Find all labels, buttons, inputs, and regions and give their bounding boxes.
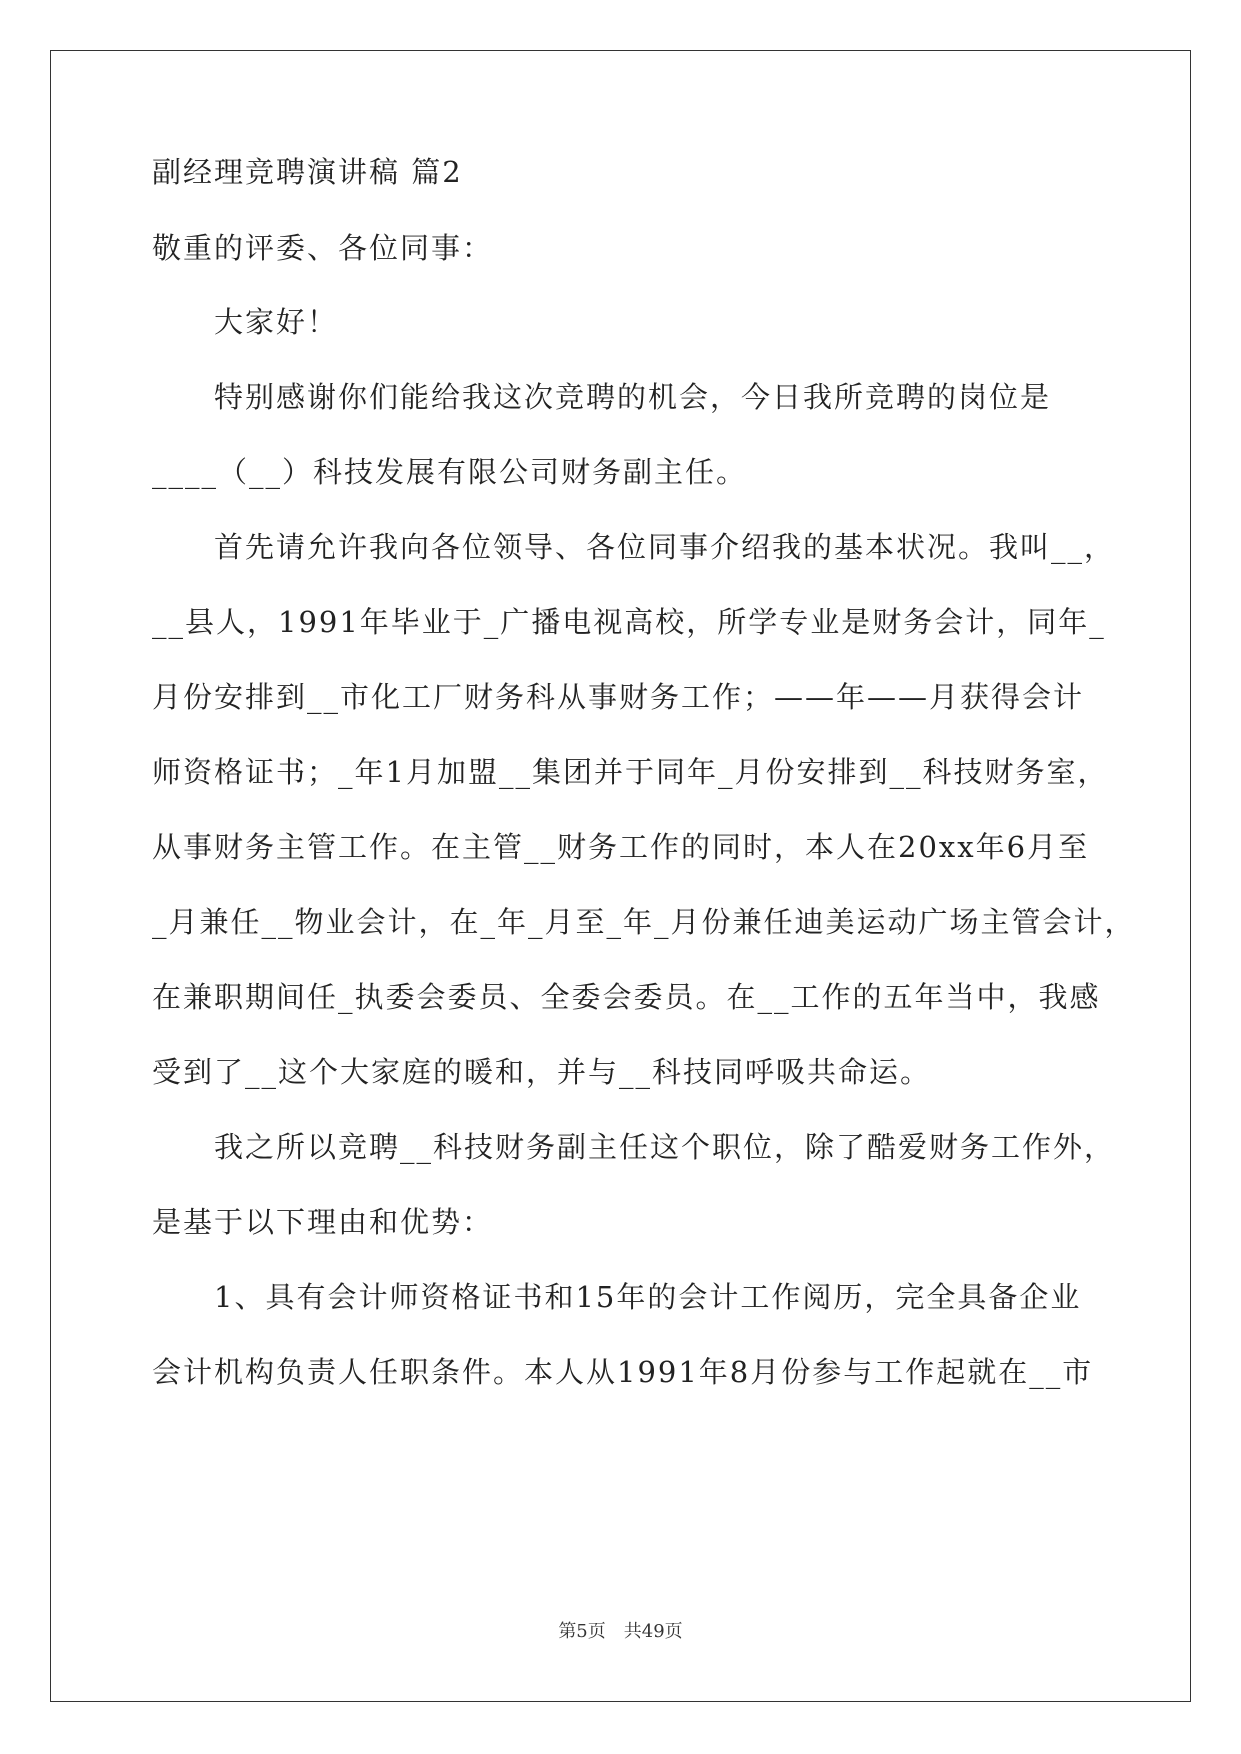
paragraph-line: 特别感谢你们能给我这次竞聘的机会，今日我所竞聘的岗位是 xyxy=(214,380,1052,414)
paragraph-line: 师资格证书；_年1月加盟__集团并于同年_月份安排到__科技财务室， xyxy=(152,755,1109,789)
salutation: 敬重的评委、各位同事： xyxy=(152,231,494,265)
paragraph-line: 会计机构负责人任职条件。本人从1991年8月份参与工作起就在__市 xyxy=(152,1355,1094,1389)
paragraph-line: 我之所以竞聘__科技财务副主任这个职位，除了酷爱财务工作外， xyxy=(214,1130,1116,1164)
paragraph-line: 首先请允许我向各位领导、各位同事介绍我的基本状况。我叫__， xyxy=(214,530,1116,564)
page-number: 第5页 共49页 xyxy=(558,1621,683,1642)
paragraph-line: ____（__）科技发展有限公司财务副主任。 xyxy=(152,455,748,489)
paragraph-line: 是基于以下理由和优势： xyxy=(152,1205,494,1239)
document-title: 副经理竞聘演讲稿 篇2 xyxy=(152,155,463,189)
paragraph-line: 受到了__这个大家庭的暖和，并与__科技同呼吸共命运。 xyxy=(152,1055,932,1089)
paragraph-line: 在兼职期间任_执委会委员、全委会委员。在__工作的五年当中，我感 xyxy=(152,980,1101,1014)
paragraph-line: _月兼任__物业会计，在_年_月至_年_月份兼任迪美运动广场主管会计， xyxy=(152,905,1136,939)
greeting: 大家好！ xyxy=(214,305,339,339)
page-border xyxy=(50,50,1191,1702)
paragraph-line: __县人，1991年毕业于_广播电视高校，所学专业是财务会计，同年_ xyxy=(152,605,1106,639)
paragraph-line: 从事财务主管工作。在主管__财务工作的同时，本人在20xx年6月至 xyxy=(152,830,1090,864)
paragraph-line: 月份安排到__市化工厂财务科从事财务工作；——年——月获得会计 xyxy=(152,680,1085,714)
paragraph-line: 1、具有会计师资格证书和15年的会计工作阅历，完全具备企业 xyxy=(214,1280,1082,1314)
